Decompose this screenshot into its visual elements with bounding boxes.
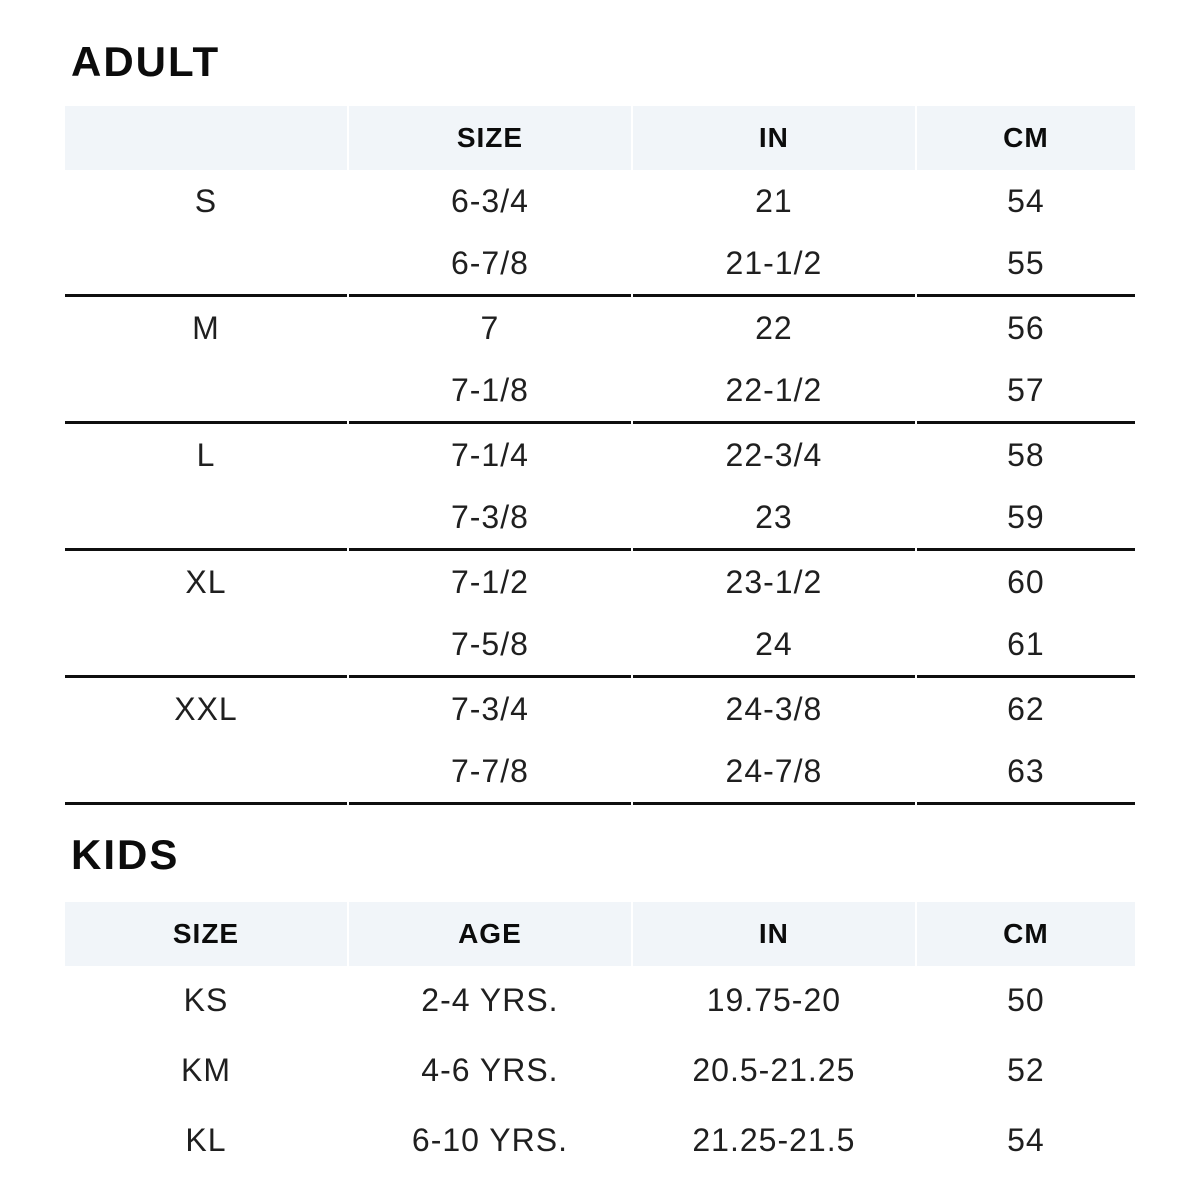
size-label-m: M: [192, 309, 220, 346]
table-cell: 60: [1007, 563, 1045, 600]
table-cell: 54: [1007, 1122, 1045, 1159]
table-row: [65, 1106, 1135, 1176]
table-row: [65, 359, 1135, 424]
table-row: [65, 966, 1135, 1036]
table-row: [65, 170, 1135, 232]
table-cell: 50: [1007, 982, 1045, 1019]
table-cell: 2-4 YRS.: [421, 982, 559, 1019]
size-label-empty: [65, 740, 347, 805]
table-cell: 24: [633, 613, 915, 678]
table-cell: 56: [1007, 309, 1045, 346]
table-cell: 20.5-21.25: [692, 1052, 856, 1089]
table-cell: 59: [917, 486, 1135, 551]
table-row: [65, 486, 1135, 551]
table-cell: 19.75-20: [706, 982, 842, 1019]
table-cell: 21-1/2: [633, 232, 915, 297]
table-cell: 7-1/2: [450, 563, 529, 600]
table-cell: 55: [917, 232, 1135, 297]
table-cell: 22-1/2: [633, 359, 915, 424]
size-label-empty: [65, 232, 347, 297]
kids-size-table: [63, 902, 1137, 1176]
table-cell: 63: [917, 740, 1135, 805]
kids-section: [63, 831, 1137, 1175]
table-cell: 7: [480, 309, 500, 346]
table-row: [65, 613, 1135, 678]
column-header-size: SIZE: [65, 902, 347, 966]
size-label-xxl: XXL: [174, 690, 238, 727]
table-cell: 57: [917, 359, 1135, 424]
table-cell: 24-7/8: [633, 740, 915, 805]
column-header-in: IN: [633, 106, 915, 170]
size-label-kl: KL: [185, 1122, 227, 1159]
table-cell: 7-1/8: [349, 359, 631, 424]
size-label-l: L: [196, 436, 216, 473]
column-header-age: AGE: [349, 902, 631, 966]
table-row: [65, 232, 1135, 297]
table-cell: 23-1/2: [725, 563, 823, 600]
table-cell: 6-7/8: [349, 232, 631, 297]
table-row: [65, 551, 1135, 613]
column-header-blank: [65, 106, 347, 170]
table-cell: 54: [1007, 182, 1045, 219]
table-cell: 22-3/4: [725, 436, 823, 473]
table-cell: 62: [1007, 690, 1045, 727]
table-row: [65, 740, 1135, 805]
table-cell: 21: [755, 182, 793, 219]
table-cell: 7-5/8: [349, 613, 631, 678]
size-label-s: S: [194, 182, 218, 219]
column-header-cm: CM: [917, 902, 1135, 966]
table-cell: 21.25-21.5: [692, 1122, 856, 1159]
adult-section-title: ADULT: [71, 38, 221, 85]
table-cell: 7-3/8: [349, 486, 631, 551]
size-label-empty: [65, 359, 347, 424]
table-row: [65, 424, 1135, 486]
size-label-empty: [65, 613, 347, 678]
adult-section: [63, 38, 1137, 805]
table-cell: 7-3/4: [450, 690, 529, 727]
column-header-cm: CM: [917, 106, 1135, 170]
table-row: [65, 1036, 1135, 1106]
column-header-in: IN: [633, 902, 915, 966]
table-cell: 52: [1007, 1052, 1045, 1089]
table-cell: 58: [1007, 436, 1045, 473]
table-cell: 22: [755, 309, 793, 346]
adult-table-header-row: [65, 106, 1135, 170]
size-label-ks: KS: [183, 982, 229, 1019]
table-cell: 6-10 YRS.: [411, 1122, 568, 1159]
table-cell: 7-1/4: [450, 436, 529, 473]
size-label-empty: [65, 486, 347, 551]
table-cell: 24-3/8: [725, 690, 823, 727]
kids-section-title: KIDS: [71, 831, 180, 879]
table-row: [65, 678, 1135, 740]
adult-size-table: [63, 106, 1137, 805]
column-header-size: SIZE: [349, 106, 631, 170]
table-cell: 61: [917, 613, 1135, 678]
size-label-km: KM: [180, 1052, 231, 1089]
table-cell: 23: [633, 486, 915, 551]
table-cell: 6-3/4: [450, 182, 529, 219]
kids-table-header-row: [65, 902, 1135, 966]
table-row: [65, 297, 1135, 359]
table-cell: 4-6 YRS.: [421, 1052, 559, 1089]
table-cell: 7-7/8: [349, 740, 631, 805]
size-label-xl: XL: [185, 563, 227, 600]
